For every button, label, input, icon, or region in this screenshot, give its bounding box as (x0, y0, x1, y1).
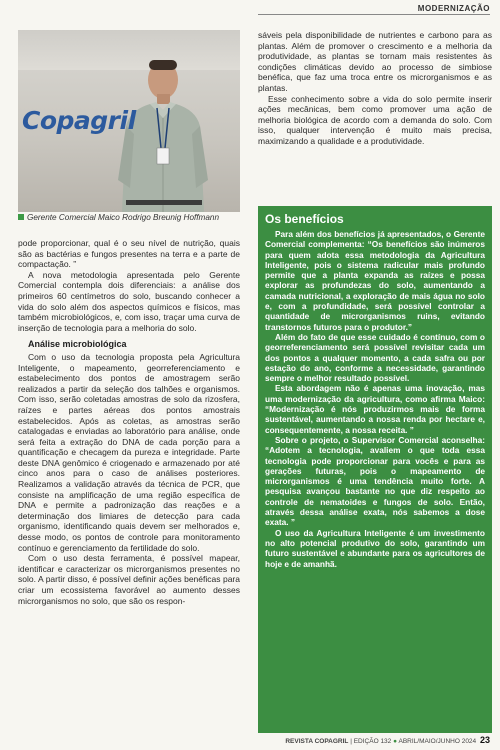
paragraph: pode proporcionar, qual é o seu nível de nutrição, quais são as bactérias e fungos presentes na terra e a parte de compactação. ” (18, 238, 240, 270)
section-tag: MODERNIZAÇÃO (417, 4, 490, 13)
paragraph: Esse conhecimento sobre a vida do solo permite inserir ações mecânicas, bem como promover uma ação de melhoria biológica de acordo com a demanda do solo. Com isso, qualquer intervenção é muito mais precisa, maximizando a qualidade e a produtividade. (258, 93, 492, 146)
portrait-photo (18, 30, 240, 212)
benefits-paragraph: Para além dos benefícios já apresentados, o Gerente Comercial complementa: “Os benefícios são inúmeros para quem adota essa metodologia da Agricultura Inteligente, pois o sistema radicular mais profundo permite que a planta expanda as raízes e possa explorar as profundezas do solo, aumentando a camada nutricional, a exploração de mais água no solo e, com a profundidade, será possível controlar a quantidade de microrganismos ruins, evitando transtornos futuros para o produtor.” (265, 229, 485, 332)
page-number: 23 (479, 735, 490, 745)
magazine-name: REVISTA COPAGRIL (285, 738, 349, 745)
benefits-paragraph: Esta abordagem não é apenas uma inovação, mas uma modernização da agricultura, como afirma Maico: “Modernização é nós produzirmos mais de forma sustentável, aumentando a nossa renda por hectare e, consequentemente, a nossa receita. ” (265, 383, 485, 435)
paragraph: A nova metodologia apresentada pelo Gerente Comercial contempla dois diferenciais: a análise dos primeiros 60 centímetros do solo, buscando conhecer a vida do solo além dos aspectos químicos e físicos, mas também microbiológicos, e, com isso, traçar uma curva de inserção de tecnologia para a melhoria do solo. (18, 269, 240, 333)
page-footer: REVISTA COPAGRIL | EDIÇÃO 132 ● ABRIL/MAIO/JUNHO 2024 23 (285, 735, 490, 745)
benefits-paragraph: Sobre o projeto, o Supervisor Comercial aconselha: “Adotem a tecnologia, avaliem o que toda essa tecnologia pode proporcionar para vocês e para as gerações futuras, pois o mapeamento de microrganismos é uma tendência muito forte. A pesquisa avançou bastante no que diz respeito ao controle de nematoides e fungos de solo. Então, através dessa análise exata, nós sabemos a dose exata. ” (265, 434, 485, 528)
section-rule (258, 14, 490, 15)
benefits-box (258, 206, 492, 733)
paragraph: Com o uso desta ferramenta, é possível mapear, identificar e caracterizar os microrganismos presentes no solo. A partir disso, é possível definir ações benéficas para criar um ecossistema favorável ao aumento desses microrganismos no solo, que são os respon- (18, 553, 240, 606)
edition-period: ABRIL/MAIO/JUNHO 2024 (398, 738, 477, 745)
caption-text: Gerente Comercial Maico Rodrigo Breunig Hoffmann (27, 213, 220, 222)
paragraph: Com o uso da tecnologia proposta pela Agricultura Inteligente, o mapeamento, georreferenciamento e estabelecimento dos pontos de amostragem serão realizados a partir da seleção dos talhões e organismos. Com isso, serão coletadas amostras de solo da rizosfera, raízes e partes aéreas dos pontos amostrais estabelecidos. Após as coletas, as amostras serão catalogadas e enviadas ao laboratório para análise, onde será feita a extração do DNA de cada porção para a quantificação e checagem da pureza e integridade. Parte deste DNA genômico é criogenado e armazenado por até cinco anos para o caso de análises posteriores. Realizamos a validação através da técnica de PCR, que consiste na amplificação de uma região específica de DNA e permite a padronização das reações e a determinação dos limiares de detecção para cada organismo, identificando quais devem ser melhorados e, desse modo, os pontos de controle para monitoramento contínuo e gerenciamento da fertilidade do solo. (18, 351, 240, 553)
subheading: Análise microbiológica (28, 339, 127, 350)
benefits-title: Os benefícios (265, 212, 344, 226)
caption-square-icon (18, 214, 24, 220)
edition-number: EDIÇÃO 132 (353, 738, 392, 745)
copagril-logo: Copagril (22, 106, 136, 135)
left-column (18, 238, 240, 606)
photo-caption (18, 213, 240, 224)
paragraph: sáveis pela disponibilidade de nutrientes e carbono para as plantas. Além de promover o crescimento e a melhoria da produtividade, as plantas se tornam mais resistentes às condições climáticas devido ao processo de simbiose benéfica, que faz uma troca entre os microrganismos e as plantas. (258, 30, 492, 93)
right-column-top (258, 30, 492, 147)
bullet-icon: ● (393, 738, 398, 745)
benefits-paragraph: Além do fato de que esse cuidado é contínuo, com o georreferenciamento será possível revisitar cada um dos pontos a qualquer momento, a cada safra ou por estação do ano, conforme a necessidade, garantindo sempre o melhor resultado possível. (265, 331, 485, 384)
benefits-paragraph: O uso da Agricultura Inteligente é um investimento no alto potencial produtivo do solo, garantindo um futuro sustentável e abundante para os agricultores de hoje e de amanhã. (265, 527, 485, 569)
